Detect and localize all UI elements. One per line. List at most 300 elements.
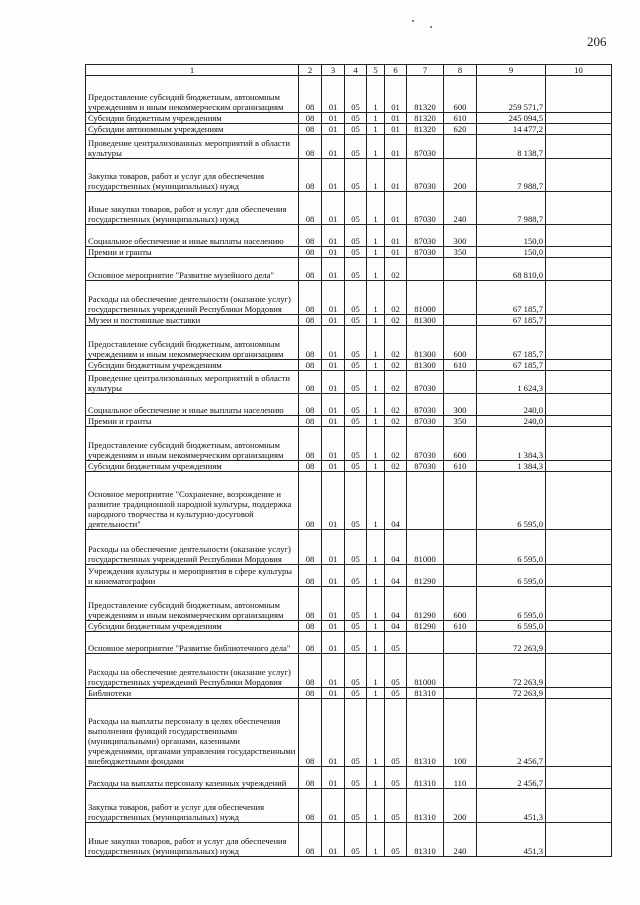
code-subsection-cell: 05 [345,371,367,394]
table-row [86,315,612,326]
extra-cell [546,767,612,789]
code-program-cell: 1 [367,565,385,587]
table-row [86,632,612,654]
code-subprogram-cell: 04 [385,587,407,621]
amount-cell: 451,3 [477,789,546,823]
code-direction-cell: 81320 [407,124,444,135]
code-subsection-cell: 05 [345,258,367,281]
extra-cell [546,281,612,315]
table-row [86,247,612,258]
row-name-cell: Субсидии бюджетным учреждениям [86,461,299,472]
code-subsection-cell: 05 [345,76,367,113]
code-expense-type-cell [444,281,477,315]
column-header-9: 9 [477,65,546,76]
amount-cell: 1 624,3 [477,371,546,394]
code-expense-type-cell [444,654,477,688]
code-program-cell: 1 [367,326,385,360]
code-section-cell: 01 [322,326,345,360]
code-section-cell: 01 [322,654,345,688]
code-subsection-cell: 05 [345,225,367,247]
code-subprogram-cell: 01 [385,247,407,258]
table-row [86,159,612,192]
code-section-cell: 01 [322,587,345,621]
code-subprogram-cell: 02 [385,258,407,281]
row-name-cell: Социальное обеспечение и иные выплаты населению [86,225,299,247]
code-expense-type-cell [444,315,477,326]
code-direction-cell: 81310 [407,823,444,857]
code-expense-type-cell [444,371,477,394]
code-section-cell: 01 [322,371,345,394]
code-subprogram-cell: 02 [385,326,407,360]
amount-cell: 2 456,7 [477,699,546,767]
code-subsection-cell: 05 [345,159,367,192]
code-direction-cell: 81310 [407,789,444,823]
code-subsection-cell: 05 [345,427,367,461]
table-row [86,371,612,394]
code-direction-cell: 87030 [407,416,444,427]
extra-cell [546,565,612,587]
code-direction-cell: 81000 [407,654,444,688]
code-ministry-cell: 08 [299,394,322,416]
amount-cell: 150,0 [477,225,546,247]
code-ministry-cell: 08 [299,135,322,159]
row-name-cell: Закупка товаров, работ и услуг для обеспечения государственных (муниципальных) нужд [86,789,299,823]
code-program-cell: 1 [367,371,385,394]
amount-cell: 72 263,9 [477,688,546,699]
extra-cell [546,258,612,281]
code-section-cell: 01 [322,315,345,326]
table-row [86,427,612,461]
code-program-cell: 1 [367,688,385,699]
code-subprogram-cell: 02 [385,360,407,371]
code-direction-cell: 81300 [407,360,444,371]
amount-cell: 72 263,9 [477,632,546,654]
code-program-cell: 1 [367,360,385,371]
column-header-10: 10 [546,65,612,76]
table-row [86,225,612,247]
row-name-cell: Предоставление субсидий бюджетным, автономным учреждениям и иным некоммерческим организациям [86,587,299,621]
table-row [86,113,612,124]
code-section-cell: 01 [322,699,345,767]
extra-cell [546,76,612,113]
column-header-1: 1 [86,65,299,76]
amount-cell: 6 595,0 [477,565,546,587]
code-subsection-cell: 05 [345,530,367,565]
code-subsection-cell: 05 [345,565,367,587]
column-header-4: 4 [345,65,367,76]
code-program-cell: 1 [367,192,385,225]
code-ministry-cell: 08 [299,416,322,427]
row-name-cell: Основное мероприятие "Развитие музейного дела" [86,258,299,281]
code-subsection-cell: 05 [345,192,367,225]
code-program-cell: 1 [367,632,385,654]
code-section-cell: 01 [322,688,345,699]
code-program-cell: 1 [367,461,385,472]
code-subsection-cell: 05 [345,621,367,632]
amount-cell: 259 571,7 [477,76,546,113]
row-name-cell: Расходы на обеспечение деятельности (оказание услуг) государственных учреждений Республики Мордовия [86,654,299,688]
code-program-cell: 1 [367,113,385,124]
code-expense-type-cell [444,472,477,530]
code-subprogram-cell: 04 [385,621,407,632]
code-subsection-cell: 05 [345,823,367,857]
code-direction-cell: 81320 [407,113,444,124]
code-subsection-cell: 05 [345,767,367,789]
row-name-cell: Расходы на выплаты персоналу казенных учреждений [86,767,299,789]
code-program-cell: 1 [367,416,385,427]
extra-cell [546,530,612,565]
code-expense-type-cell: 600 [444,76,477,113]
code-ministry-cell: 08 [299,76,322,113]
code-section-cell: 01 [322,76,345,113]
budget-table [85,64,612,857]
code-subsection-cell: 05 [345,326,367,360]
code-subprogram-cell: 02 [385,315,407,326]
code-section-cell: 01 [322,247,345,258]
code-subprogram-cell: 02 [385,394,407,416]
code-ministry-cell: 08 [299,360,322,371]
code-subsection-cell: 05 [345,416,367,427]
row-name-cell: Субсидии бюджетным учреждениям [86,360,299,371]
row-name-cell: Премии и гранты [86,416,299,427]
code-program-cell: 1 [367,823,385,857]
code-section-cell: 01 [322,394,345,416]
scan-speck [412,20,414,22]
code-section-cell: 01 [322,621,345,632]
code-ministry-cell: 08 [299,315,322,326]
table-row [86,416,612,427]
code-program-cell: 1 [367,281,385,315]
code-ministry-cell: 08 [299,472,322,530]
code-subsection-cell: 05 [345,360,367,371]
code-section-cell: 01 [322,565,345,587]
code-direction-cell: 81000 [407,530,444,565]
code-subsection-cell: 05 [345,461,367,472]
row-name-cell: Закупка товаров, работ и услуг для обеспечения государственных (муниципальных) нужд [86,159,299,192]
code-expense-type-cell [444,135,477,159]
extra-cell [546,371,612,394]
amount-cell: 1 384,3 [477,461,546,472]
extra-cell [546,416,612,427]
code-subsection-cell: 05 [345,654,367,688]
code-direction-cell: 87030 [407,159,444,192]
code-ministry-cell: 08 [299,371,322,394]
code-ministry-cell: 08 [299,247,322,258]
code-ministry-cell: 08 [299,124,322,135]
code-direction-cell: 81000 [407,281,444,315]
code-section-cell: 01 [322,767,345,789]
code-subsection-cell: 05 [345,688,367,699]
code-ministry-cell: 08 [299,654,322,688]
code-expense-type-cell: 300 [444,394,477,416]
table-row [86,654,612,688]
amount-cell: 6 595,0 [477,621,546,632]
extra-cell [546,632,612,654]
extra-cell [546,315,612,326]
code-ministry-cell: 08 [299,159,322,192]
amount-cell: 7 988,7 [477,192,546,225]
code-subprogram-cell: 01 [385,135,407,159]
code-section-cell: 01 [322,416,345,427]
code-ministry-cell: 08 [299,530,322,565]
code-subprogram-cell: 05 [385,767,407,789]
amount-cell: 1 384,3 [477,427,546,461]
code-subprogram-cell: 05 [385,688,407,699]
code-ministry-cell: 08 [299,281,322,315]
extra-cell [546,461,612,472]
code-direction-cell: 87030 [407,225,444,247]
code-direction-cell: 81300 [407,315,444,326]
code-subprogram-cell: 04 [385,472,407,530]
code-section-cell: 01 [322,225,345,247]
column-header-3: 3 [322,65,345,76]
code-section-cell: 01 [322,159,345,192]
code-section-cell: 01 [322,472,345,530]
code-program-cell: 1 [367,472,385,530]
row-name-cell: Субсидии автономным учреждениям [86,124,299,135]
table-row [86,76,612,113]
code-section-cell: 01 [322,789,345,823]
code-section-cell: 01 [322,281,345,315]
amount-cell: 2 456,7 [477,767,546,789]
code-program-cell: 1 [367,135,385,159]
code-direction-cell: 81310 [407,688,444,699]
code-direction-cell: 81300 [407,326,444,360]
code-expense-type-cell: 610 [444,621,477,632]
amount-cell: 72 263,9 [477,654,546,688]
code-ministry-cell: 08 [299,326,322,360]
code-ministry-cell: 08 [299,258,322,281]
code-expense-type-cell [444,258,477,281]
code-section-cell: 01 [322,124,345,135]
table-row [86,688,612,699]
amount-cell: 6 595,0 [477,587,546,621]
code-expense-type-cell: 100 [444,699,477,767]
row-name-cell: Иные закупки товаров, работ и услуг для обеспечения государственных (муниципальных) нужд [86,823,299,857]
code-section-cell: 01 [322,461,345,472]
amount-cell: 6 595,0 [477,472,546,530]
code-subprogram-cell: 02 [385,416,407,427]
extra-cell [546,472,612,530]
code-ministry-cell: 08 [299,767,322,789]
code-subsection-cell: 05 [345,124,367,135]
code-ministry-cell: 08 [299,789,322,823]
code-subsection-cell: 05 [345,247,367,258]
code-section-cell: 01 [322,632,345,654]
row-name-cell: Социальное обеспечение и иные выплаты населению [86,394,299,416]
table-row [86,530,612,565]
row-name-cell: Премии и гранты [86,247,299,258]
table-row [86,767,612,789]
code-ministry-cell: 08 [299,192,322,225]
code-program-cell: 1 [367,315,385,326]
table-row [86,823,612,857]
code-expense-type-cell: 610 [444,461,477,472]
code-subsection-cell: 05 [345,789,367,823]
code-direction-cell [407,258,444,281]
code-direction-cell: 87030 [407,427,444,461]
table-header-row [86,65,612,76]
table-row [86,360,612,371]
code-direction-cell: 81290 [407,587,444,621]
code-subprogram-cell: 01 [385,76,407,113]
code-direction-cell: 81320 [407,76,444,113]
code-direction-cell: 87030 [407,371,444,394]
extra-cell [546,135,612,159]
row-name-cell: Расходы на обеспечение деятельности (оказание услуг) государственных учреждений Республики Мордовия [86,530,299,565]
amount-cell: 67 185,7 [477,281,546,315]
code-expense-type-cell: 350 [444,416,477,427]
code-direction-cell: 87030 [407,135,444,159]
extra-cell [546,621,612,632]
code-subprogram-cell: 02 [385,427,407,461]
code-section-cell: 01 [322,427,345,461]
code-subprogram-cell: 01 [385,159,407,192]
extra-cell [546,360,612,371]
extra-cell [546,247,612,258]
code-section-cell: 01 [322,530,345,565]
amount-cell: 68 810,0 [477,258,546,281]
code-direction-cell: 87030 [407,192,444,225]
code-direction-cell: 87030 [407,461,444,472]
code-direction-cell: 81290 [407,621,444,632]
code-ministry-cell: 08 [299,621,322,632]
code-subprogram-cell: 02 [385,371,407,394]
amount-cell: 67 185,7 [477,326,546,360]
code-expense-type-cell: 300 [444,225,477,247]
code-expense-type-cell: 600 [444,326,477,360]
code-program-cell: 1 [367,789,385,823]
code-ministry-cell: 08 [299,823,322,857]
code-section-cell: 01 [322,823,345,857]
table-row [86,789,612,823]
row-name-cell: Расходы на обеспечение деятельности (оказание услуг) государственных учреждений Республики Мордовия [86,281,299,315]
amount-cell: 67 185,7 [477,360,546,371]
code-subsection-cell: 05 [345,281,367,315]
table-row [86,461,612,472]
code-section-cell: 01 [322,192,345,225]
code-subprogram-cell: 01 [385,225,407,247]
code-program-cell: 1 [367,225,385,247]
row-name-cell: Проведение централизованных мероприятий в области культуры [86,135,299,159]
code-program-cell: 1 [367,427,385,461]
table-row [86,587,612,621]
code-expense-type-cell: 600 [444,427,477,461]
code-subprogram-cell: 02 [385,461,407,472]
column-header-5: 5 [367,65,385,76]
row-name-cell: Субсидии бюджетным учреждениям [86,113,299,124]
extra-cell [546,159,612,192]
table-row [86,394,612,416]
code-program-cell: 1 [367,258,385,281]
row-name-cell: Субсидии бюджетным учреждениям [86,621,299,632]
code-section-cell: 01 [322,360,345,371]
table-row [86,192,612,225]
row-name-cell: Предоставление субсидий бюджетным, автономным учреждениям и иным некоммерческим организациям [86,427,299,461]
table-row [86,699,612,767]
code-subsection-cell: 05 [345,472,367,530]
code-program-cell: 1 [367,587,385,621]
code-ministry-cell: 08 [299,688,322,699]
code-program-cell: 1 [367,621,385,632]
row-name-cell: Музеи и постоянные выставки [86,315,299,326]
code-subsection-cell: 05 [345,135,367,159]
code-subsection-cell: 05 [345,113,367,124]
code-program-cell: 1 [367,76,385,113]
code-direction-cell: 81290 [407,565,444,587]
code-expense-type-cell: 350 [444,247,477,258]
code-program-cell: 1 [367,699,385,767]
code-ministry-cell: 08 [299,587,322,621]
code-direction-cell: 87030 [407,394,444,416]
page-number: 206 [587,34,607,49]
row-name-cell: Предоставление субсидий бюджетным, автономным учреждениям и иным некоммерческим организациям [86,76,299,113]
code-direction-cell: 81310 [407,767,444,789]
code-direction-cell [407,632,444,654]
code-expense-type-cell: 200 [444,789,477,823]
amount-cell: 7 988,7 [477,159,546,192]
code-expense-type-cell: 240 [444,823,477,857]
code-subprogram-cell: 01 [385,113,407,124]
code-ministry-cell: 08 [299,113,322,124]
code-section-cell: 01 [322,258,345,281]
code-expense-type-cell: 610 [444,360,477,371]
amount-cell: 14 477,2 [477,124,546,135]
row-name-cell: Проведение централизованных мероприятий в области культуры [86,371,299,394]
code-subsection-cell: 05 [345,587,367,621]
code-program-cell: 1 [367,767,385,789]
code-subprogram-cell: 04 [385,530,407,565]
amount-cell: 451,3 [477,823,546,857]
code-subprogram-cell: 05 [385,789,407,823]
code-subprogram-cell: 05 [385,632,407,654]
code-ministry-cell: 08 [299,632,322,654]
row-name-cell: Иные закупки товаров, работ и услуг для обеспечения государственных (муниципальных) нужд [86,192,299,225]
code-ministry-cell: 08 [299,699,322,767]
code-program-cell: 1 [367,530,385,565]
row-name-cell: Учреждения культуры и мероприятия в сфере культуры и кинематографии [86,565,299,587]
extra-cell [546,699,612,767]
extra-cell [546,192,612,225]
extra-cell [546,823,612,857]
code-expense-type-cell [444,565,477,587]
column-header-2: 2 [299,65,322,76]
code-program-cell: 1 [367,247,385,258]
code-program-cell: 1 [367,159,385,192]
extra-cell [546,124,612,135]
code-subsection-cell: 05 [345,632,367,654]
table-row [86,124,612,135]
code-subprogram-cell: 01 [385,124,407,135]
code-expense-type-cell: 620 [444,124,477,135]
column-header-7: 7 [407,65,444,76]
amount-cell: 150,0 [477,247,546,258]
table-row [86,258,612,281]
code-program-cell: 1 [367,394,385,416]
code-expense-type-cell [444,632,477,654]
code-program-cell: 1 [367,654,385,688]
extra-cell [546,225,612,247]
scan-speck [430,26,432,28]
code-expense-type-cell: 600 [444,587,477,621]
code-subsection-cell: 05 [345,699,367,767]
extra-cell [546,688,612,699]
extra-cell [546,326,612,360]
code-subprogram-cell: 05 [385,699,407,767]
amount-cell: 8 138,7 [477,135,546,159]
column-header-6: 6 [385,65,407,76]
table-row [86,621,612,632]
